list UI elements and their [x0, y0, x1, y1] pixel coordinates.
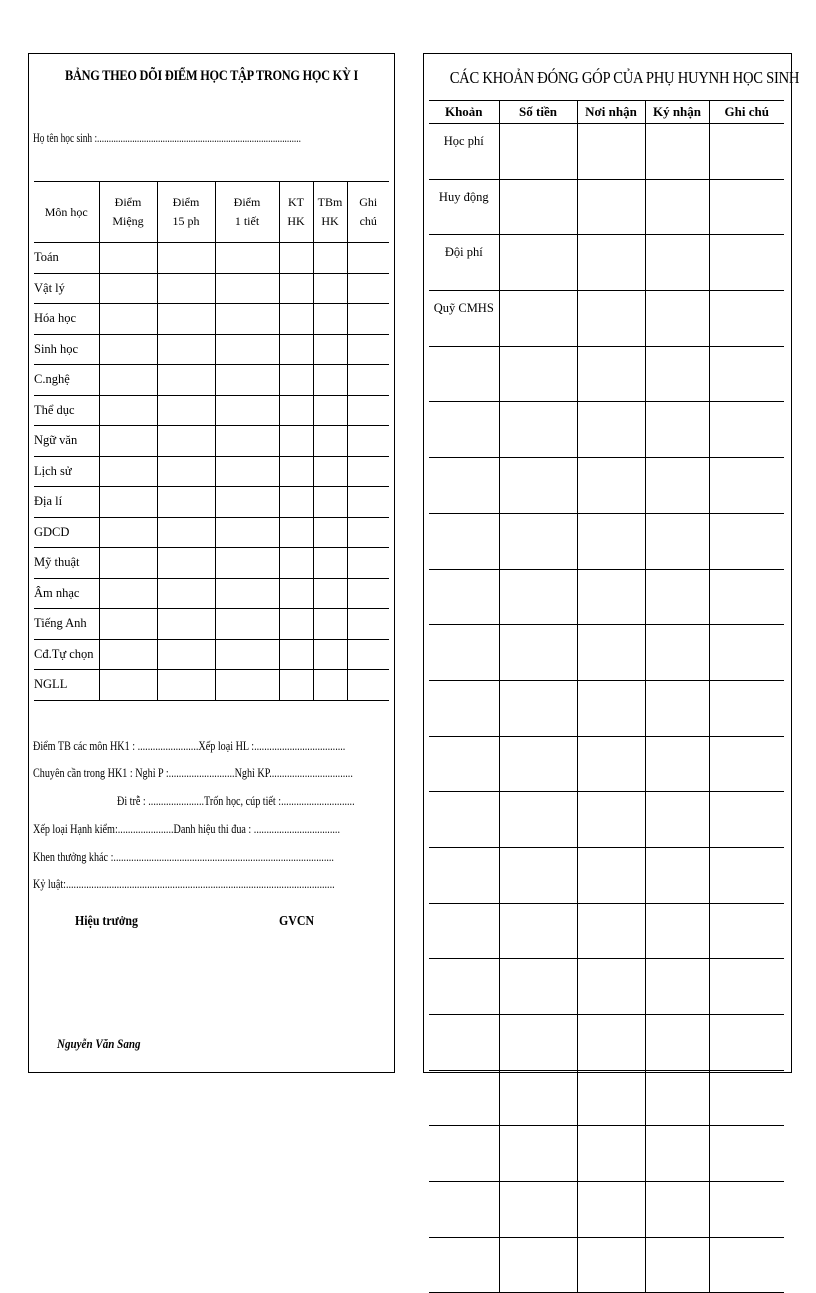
grade-cell[interactable]	[347, 395, 389, 426]
header-signature: Ký nhận	[645, 101, 709, 124]
contribution-row	[429, 792, 784, 848]
contribution-row	[429, 458, 784, 514]
subject-name: Tiếng Anh	[34, 609, 99, 640]
contribution-cell[interactable]	[499, 1237, 577, 1293]
contribution-item	[429, 402, 499, 458]
contribution-cell[interactable]	[577, 1070, 645, 1126]
contribution-cell[interactable]	[577, 1237, 645, 1293]
footer-late-line: Đi trễ : ......................Trốn học, cúp tiết :.............................	[117, 793, 355, 808]
grade-cell[interactable]	[157, 243, 215, 274]
grade-cell[interactable]	[99, 609, 157, 640]
contribution-row	[429, 346, 784, 402]
contribution-cell[interactable]	[577, 903, 645, 959]
grade-table-header	[34, 182, 389, 243]
contribution-item	[429, 792, 499, 848]
grade-cell[interactable]	[157, 304, 215, 335]
contribution-row	[429, 903, 784, 959]
grade-cell[interactable]	[347, 334, 389, 365]
grade-cell[interactable]	[215, 578, 279, 609]
principal-label: Hiệu trưởng	[75, 914, 138, 929]
grade-cell[interactable]	[279, 670, 313, 701]
contribution-cell[interactable]	[709, 736, 784, 792]
subject-name: GDCD	[34, 517, 99, 548]
contribution-cell[interactable]	[645, 792, 709, 848]
contribution-cell[interactable]	[577, 1182, 645, 1238]
grade-cell[interactable]	[157, 639, 215, 670]
grade-cell[interactable]	[313, 273, 347, 304]
header-note: Ghi chú	[709, 101, 784, 124]
contribution-cell[interactable]	[645, 179, 709, 235]
contribution-cell[interactable]	[709, 1182, 784, 1238]
grade-cell[interactable]	[157, 273, 215, 304]
grade-cell[interactable]	[215, 243, 279, 274]
teacher-label: GVCN	[279, 914, 315, 929]
grade-cell[interactable]	[347, 578, 389, 609]
contribution-cell[interactable]	[577, 402, 645, 458]
contribution-row	[429, 1070, 784, 1126]
contribution-item	[429, 1126, 499, 1182]
contribution-cell[interactable]	[709, 402, 784, 458]
grade-cell[interactable]	[313, 334, 347, 365]
contribution-row	[429, 736, 784, 792]
grade-cell[interactable]	[215, 487, 279, 518]
contribution-item	[429, 680, 499, 736]
header-subject: Môn học	[34, 182, 99, 243]
grade-cell[interactable]	[215, 365, 279, 396]
contribution-item	[429, 1070, 499, 1126]
subject-row	[34, 395, 389, 426]
contribution-cell[interactable]	[499, 179, 577, 235]
grade-cell[interactable]	[347, 456, 389, 487]
grade-cell[interactable]	[313, 487, 347, 518]
subject-name: Lịch sử	[34, 456, 99, 487]
contribution-cell[interactable]	[499, 291, 577, 347]
grade-cell[interactable]	[313, 456, 347, 487]
header-receiver: Nơi nhận	[577, 101, 645, 124]
grade-cell[interactable]	[157, 670, 215, 701]
grade-cell[interactable]	[99, 365, 157, 396]
grade-cell[interactable]	[313, 365, 347, 396]
grade-cell[interactable]	[279, 426, 313, 457]
contribution-cell[interactable]	[577, 680, 645, 736]
grade-cell[interactable]	[99, 334, 157, 365]
grade-cell[interactable]	[313, 548, 347, 579]
header-note: Ghi chú	[347, 182, 389, 243]
grade-cell[interactable]	[157, 609, 215, 640]
contribution-item	[429, 458, 499, 514]
header-item: Khoản	[429, 101, 499, 124]
grade-cell[interactable]	[99, 273, 157, 304]
grade-cell[interactable]	[279, 243, 313, 274]
contribution-row	[429, 291, 784, 347]
contribution-cell[interactable]	[709, 513, 784, 569]
contribution-cell[interactable]	[499, 458, 577, 514]
subject-row	[34, 334, 389, 365]
contribution-cell[interactable]	[645, 458, 709, 514]
grade-cell[interactable]	[313, 304, 347, 335]
grade-cell[interactable]	[157, 548, 215, 579]
subject-name: C.nghệ	[34, 365, 99, 396]
contribution-row	[429, 959, 784, 1015]
contribution-cell[interactable]	[499, 235, 577, 291]
grade-cell[interactable]	[99, 578, 157, 609]
contributions-header	[429, 101, 784, 124]
contribution-cell[interactable]	[499, 513, 577, 569]
contribution-item	[429, 1015, 499, 1071]
contribution-cell[interactable]	[709, 458, 784, 514]
contribution-cell[interactable]	[645, 346, 709, 402]
contribution-cell[interactable]	[709, 1126, 784, 1182]
subject-name: Hóa học	[34, 304, 99, 335]
contribution-item	[429, 346, 499, 402]
contribution-cell[interactable]	[499, 847, 577, 903]
contribution-row	[429, 235, 784, 291]
grade-cell[interactable]	[215, 670, 279, 701]
subject-name: Thể dục	[34, 395, 99, 426]
grade-cell[interactable]	[215, 273, 279, 304]
contribution-cell[interactable]	[577, 1126, 645, 1182]
grade-cell[interactable]	[157, 426, 215, 457]
contribution-item	[429, 736, 499, 792]
grade-cell[interactable]	[279, 487, 313, 518]
contribution-cell[interactable]	[577, 179, 645, 235]
grade-cell[interactable]	[279, 548, 313, 579]
contribution-item	[429, 1237, 499, 1293]
footer-conduct-line: Xếp loại Hạnh kiểm:......................Danh hiệu thi đua : ..................................	[33, 821, 340, 836]
contribution-cell[interactable]	[499, 792, 577, 848]
contributions-table	[429, 100, 784, 1293]
contribution-row	[429, 513, 784, 569]
contribution-cell[interactable]	[499, 569, 577, 625]
grade-cell[interactable]	[99, 670, 157, 701]
contribution-cell[interactable]	[645, 513, 709, 569]
contribution-cell[interactable]	[645, 124, 709, 180]
grade-cell[interactable]	[99, 304, 157, 335]
subject-row	[34, 609, 389, 640]
contribution-cell[interactable]	[709, 1070, 784, 1126]
subject-name: NGLL	[34, 670, 99, 701]
contribution-row	[429, 1182, 784, 1238]
contribution-cell[interactable]	[499, 1070, 577, 1126]
grade-cell[interactable]	[279, 273, 313, 304]
contribution-cell[interactable]	[645, 903, 709, 959]
contribution-cell[interactable]	[645, 736, 709, 792]
contribution-row	[429, 1015, 784, 1071]
signature-name: Nguyễn Văn Sang	[57, 1036, 141, 1051]
grade-cell[interactable]	[215, 517, 279, 548]
grade-cell[interactable]	[279, 578, 313, 609]
contribution-cell[interactable]	[499, 625, 577, 681]
grade-cell[interactable]	[313, 243, 347, 274]
grade-cell[interactable]	[215, 304, 279, 335]
grade-cell[interactable]	[157, 517, 215, 548]
grade-cell[interactable]	[279, 609, 313, 640]
contribution-cell[interactable]	[645, 569, 709, 625]
grade-cell[interactable]	[279, 334, 313, 365]
contribution-cell[interactable]	[709, 680, 784, 736]
grade-cell[interactable]	[99, 426, 157, 457]
grade-cell[interactable]	[347, 670, 389, 701]
contribution-cell[interactable]	[577, 1015, 645, 1071]
contribution-row	[429, 1126, 784, 1182]
contribution-item: Đội phí	[429, 235, 499, 291]
footer-reward-line: Khen thưởng khác :.......................................................................................	[33, 849, 334, 864]
contribution-cell[interactable]	[709, 346, 784, 402]
contribution-item	[429, 959, 499, 1015]
contribution-cell[interactable]	[709, 235, 784, 291]
contribution-item	[429, 569, 499, 625]
grade-cell[interactable]	[347, 273, 389, 304]
contribution-cell[interactable]	[709, 1015, 784, 1071]
grade-cell[interactable]	[347, 365, 389, 396]
contribution-row	[429, 1237, 784, 1293]
contribution-cell[interactable]	[577, 959, 645, 1015]
subject-row	[34, 304, 389, 335]
subject-name: Cđ.Tự chọn	[34, 639, 99, 670]
grade-cell[interactable]	[215, 426, 279, 457]
grade-cell[interactable]	[99, 395, 157, 426]
contribution-cell[interactable]	[645, 680, 709, 736]
subject-name: Địa lí	[34, 487, 99, 518]
subject-row	[34, 578, 389, 609]
contribution-row	[429, 625, 784, 681]
contribution-row	[429, 402, 784, 458]
contribution-item	[429, 903, 499, 959]
grade-cell[interactable]	[157, 365, 215, 396]
contribution-cell[interactable]	[645, 1237, 709, 1293]
contribution-item: Quỹ CMHS	[429, 291, 499, 347]
grade-cell[interactable]	[157, 487, 215, 518]
grade-cell[interactable]	[313, 609, 347, 640]
subject-name: Vật lý	[34, 273, 99, 304]
grade-cell[interactable]	[215, 609, 279, 640]
grade-cell[interactable]	[347, 639, 389, 670]
subject-name: Âm nhạc	[34, 578, 99, 609]
header-oral: Điểm Miệng	[99, 182, 157, 243]
contribution-cell[interactable]	[499, 680, 577, 736]
contribution-cell[interactable]	[499, 1182, 577, 1238]
contribution-cell[interactable]	[499, 402, 577, 458]
grade-cell[interactable]	[279, 456, 313, 487]
contribution-row	[429, 680, 784, 736]
contribution-cell[interactable]	[645, 291, 709, 347]
subject-row	[34, 487, 389, 518]
subject-row	[34, 548, 389, 579]
contribution-cell[interactable]	[577, 346, 645, 402]
grade-cell[interactable]	[215, 456, 279, 487]
contribution-item	[429, 1182, 499, 1238]
header-1period: Điểm 1 tiết	[215, 182, 279, 243]
contribution-cell[interactable]	[577, 291, 645, 347]
contribution-item: Huy động	[429, 179, 499, 235]
grade-cell[interactable]	[313, 639, 347, 670]
footer-average-line: Điểm TB các môn HK1 : ........................Xếp loại HL :....................................	[33, 738, 346, 753]
grade-cell[interactable]	[157, 578, 215, 609]
contribution-row	[429, 124, 784, 180]
subject-row	[34, 365, 389, 396]
contribution-cell[interactable]	[577, 792, 645, 848]
contribution-cell[interactable]	[709, 625, 784, 681]
subject-row	[34, 639, 389, 670]
contribution-cell[interactable]	[499, 346, 577, 402]
grade-cell[interactable]	[279, 639, 313, 670]
header-exam: KT HK	[279, 182, 313, 243]
contribution-cell[interactable]	[709, 959, 784, 1015]
grade-cell[interactable]	[279, 365, 313, 396]
contribution-cell[interactable]	[709, 847, 784, 903]
contribution-row	[429, 179, 784, 235]
grade-cell[interactable]	[347, 517, 389, 548]
contribution-cell[interactable]	[645, 1126, 709, 1182]
grade-cell[interactable]	[347, 487, 389, 518]
grade-cell[interactable]	[157, 456, 215, 487]
contribution-cell[interactable]	[645, 1070, 709, 1126]
footer-attendance-line: Chuyên cần trong HK1 : Nghỉ P :..........................Nghỉ KP.................................	[33, 765, 353, 780]
contribution-row	[429, 569, 784, 625]
contribution-cell[interactable]	[709, 291, 784, 347]
contribution-item	[429, 625, 499, 681]
header-amount: Số tiền	[499, 101, 577, 124]
grade-table	[34, 181, 389, 701]
contribution-cell[interactable]	[709, 1237, 784, 1293]
subject-row	[34, 517, 389, 548]
subject-name: Sinh học	[34, 334, 99, 365]
contribution-cell[interactable]	[645, 402, 709, 458]
contribution-item	[429, 847, 499, 903]
grade-cell[interactable]	[347, 609, 389, 640]
contribution-cell[interactable]	[499, 903, 577, 959]
contribution-cell[interactable]	[499, 124, 577, 180]
subject-name: Toán	[34, 243, 99, 274]
contributions-title: CÁC KHOẢN ĐÓNG GÓP CỦA PHỤ HUYNH HỌC SINH	[449, 68, 800, 87]
contribution-cell[interactable]	[499, 1126, 577, 1182]
grade-cell[interactable]	[347, 304, 389, 335]
grade-cell[interactable]	[279, 395, 313, 426]
grade-cell[interactable]	[215, 639, 279, 670]
subject-row	[34, 456, 389, 487]
grade-cell[interactable]	[99, 487, 157, 518]
subject-row	[34, 243, 389, 274]
contribution-row	[429, 847, 784, 903]
contribution-cell[interactable]	[645, 235, 709, 291]
contribution-item	[429, 513, 499, 569]
subject-row	[34, 273, 389, 304]
contribution-cell[interactable]	[709, 792, 784, 848]
grade-cell[interactable]	[99, 517, 157, 548]
grade-tracking-panel	[28, 53, 395, 1073]
contribution-cell[interactable]	[499, 1015, 577, 1071]
student-name-line: Họ tên học sinh :.......................................................................................	[33, 131, 301, 145]
contribution-cell[interactable]	[645, 847, 709, 903]
contribution-cell[interactable]	[499, 736, 577, 792]
grade-cell[interactable]	[347, 548, 389, 579]
grade-cell[interactable]	[215, 334, 279, 365]
contribution-cell[interactable]	[577, 235, 645, 291]
grade-cell[interactable]	[313, 395, 347, 426]
contribution-cell[interactable]	[645, 959, 709, 1015]
header-average: TBm HK	[313, 182, 347, 243]
contribution-cell[interactable]	[577, 847, 645, 903]
grade-cell[interactable]	[215, 395, 279, 426]
contribution-cell[interactable]	[577, 569, 645, 625]
grade-cell[interactable]	[347, 426, 389, 457]
subject-row	[34, 426, 389, 457]
grade-cell[interactable]	[313, 517, 347, 548]
grade-tracking-title: BẢNG THEO DÕI ĐIỂM HỌC TẬP TRONG HỌC KỲ I	[64, 68, 359, 84]
contribution-cell[interactable]	[577, 625, 645, 681]
contribution-cell[interactable]	[645, 1015, 709, 1071]
grade-cell[interactable]	[99, 456, 157, 487]
subject-name: Mỹ thuật	[34, 548, 99, 579]
contribution-cell[interactable]	[709, 124, 784, 180]
grade-cell[interactable]	[347, 243, 389, 274]
contribution-cell[interactable]	[577, 458, 645, 514]
contribution-item: Học phí	[429, 124, 499, 180]
grade-cell[interactable]	[215, 548, 279, 579]
grade-cell[interactable]	[313, 578, 347, 609]
grade-cell[interactable]	[99, 639, 157, 670]
subject-row	[34, 670, 389, 701]
grade-cell[interactable]	[157, 395, 215, 426]
header-15min: Điểm 15 ph	[157, 182, 215, 243]
subject-name: Ngữ văn	[34, 426, 99, 457]
contribution-cell[interactable]	[645, 625, 709, 681]
contribution-cell[interactable]	[709, 903, 784, 959]
grade-cell[interactable]	[157, 334, 215, 365]
footer-discipline-line: Kỷ luật:..........................................................................................................	[33, 876, 335, 891]
contribution-cell[interactable]	[709, 179, 784, 235]
grade-cell[interactable]	[99, 548, 157, 579]
contribution-cell[interactable]	[645, 1182, 709, 1238]
grade-cell[interactable]	[279, 304, 313, 335]
contributions-panel	[423, 53, 800, 1073]
contribution-cell[interactable]	[709, 569, 784, 625]
contribution-cell[interactable]	[577, 736, 645, 792]
contribution-cell[interactable]	[577, 124, 645, 180]
grade-cell[interactable]	[279, 517, 313, 548]
grade-cell[interactable]	[313, 670, 347, 701]
contribution-cell[interactable]	[499, 959, 577, 1015]
grade-cell[interactable]	[313, 426, 347, 457]
grade-cell[interactable]	[99, 243, 157, 274]
contribution-cell[interactable]	[577, 513, 645, 569]
